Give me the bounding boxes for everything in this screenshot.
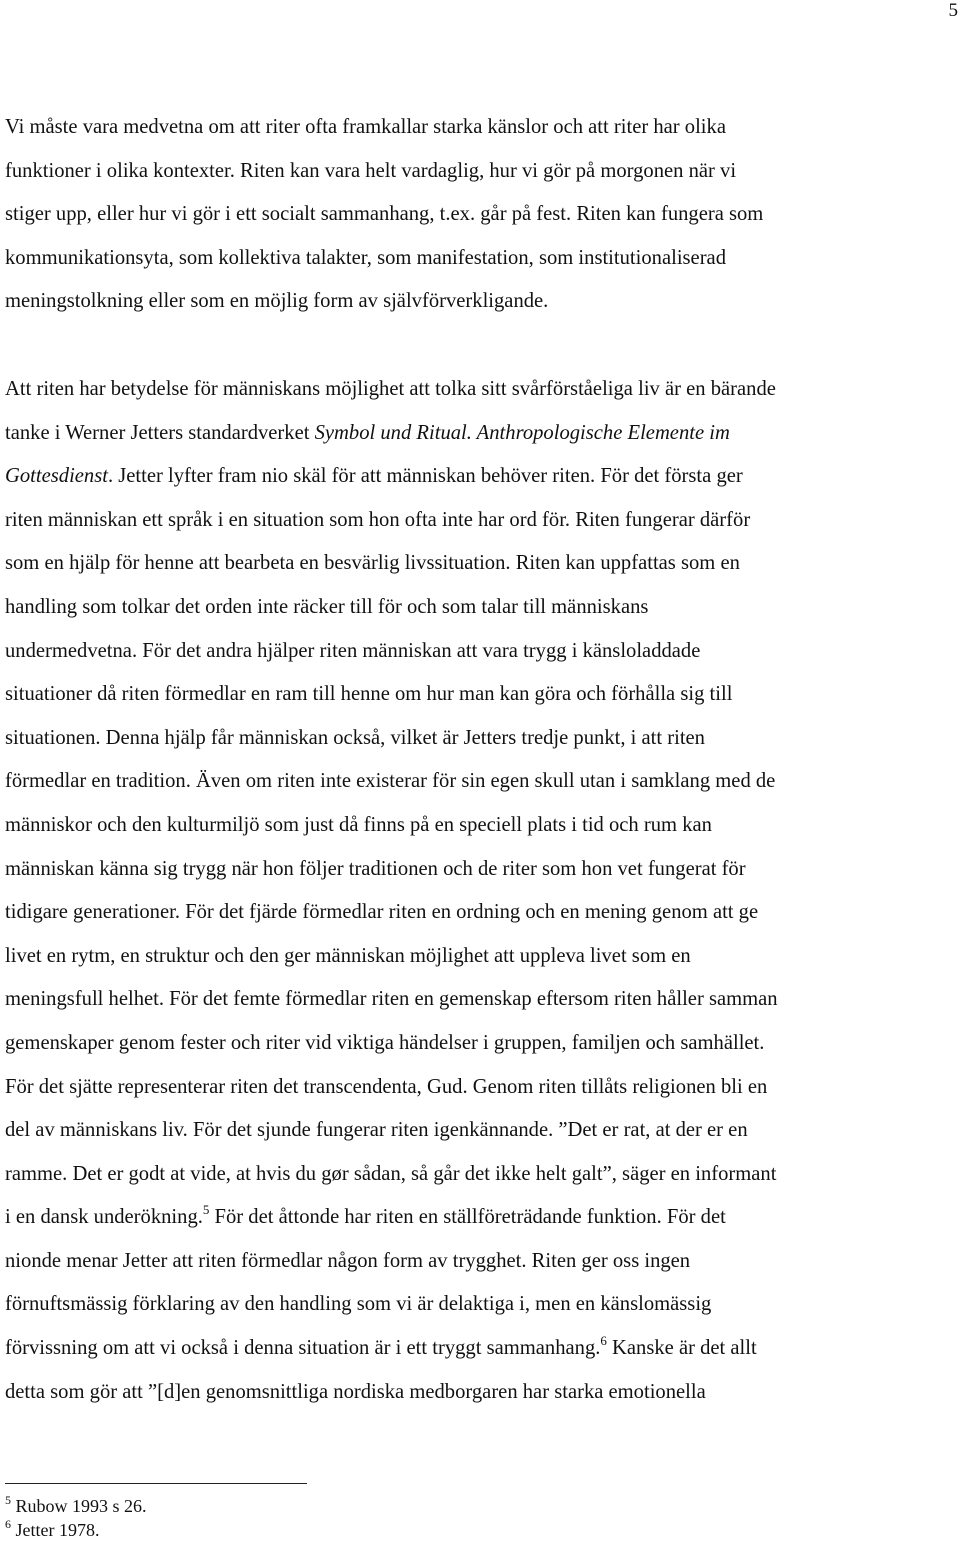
text-line: undermedvetna. För det andra hjälper riten människan att vara trygg i känsloladdade [5,639,701,662]
text-line: kommunikationsyta, som kollektiva talakter, som manifestation, som institutionaliserad [5,246,726,269]
footnote-ref[interactable]: 5 [202,1202,210,1218]
paragraph-1 [5,106,953,324]
text-line: funktioner i olika kontexter. Riten kan vara helt vardaglig, hur vi gör på morgonen när vi [5,159,737,182]
text-line: förnuftsmässig förklaring av den handling som vi är delaktiga i, men en känslomässig [5,1293,712,1316]
text-line: stiger upp, eller hur vi gör i ett socialt sammanhang, t.ex. går på fest. Riten kan fungera som [5,203,764,226]
text-line: situationen. Denna hjälp får människan också, vilket är Jetters tredje punkt, i att riten [5,726,705,749]
footnote-6 [5,1518,147,1542]
text-line: nionde menar Jetter att riten förmedlar någon form av trygghet. Riten ger oss ingen [5,1249,691,1272]
footnotes [5,1494,147,1542]
text-line: som en hjälp för henne att bearbeta en besvärlig livssituation. Riten kan uppfattas som en [5,552,740,575]
text-line [5,1327,953,1371]
text-line: förmedlar en tradition. Även om riten inte existerar för sin egen skull utan i samklang med de [5,770,776,793]
text-line [5,412,953,456]
text-run: förvissning om att vi också i denna situation är i ett tryggt sammanhang. [5,1337,601,1360]
text-line: För det sjätte representerar riten det transcendenta, Gud. Genom riten tillåts religionen bli en [5,1075,768,1098]
text-line: livet en rytm, en struktur och den ger människan möjlighet att uppleva livet som en [5,944,691,967]
text-line: Att riten har betydelse för människans möjlighet att tolka sitt svårförståeliga liv är en bärande [5,378,776,400]
book-title: Gottesdienst [5,465,108,488]
text-run: . Jetter lyfter fram nio skäl för att människan behöver riten. För det första ger [107,465,743,488]
text-line: meningstolkning eller som en möjlig form av självförverkligande. [5,290,549,313]
text-line [5,1196,953,1240]
text-line: människan känna sig trygg när hon följer traditionen och de riter som hon vet fungerat för [5,857,746,880]
text-line: gemenskaper genom fester och riter vid viktiga händelser i gruppen, familjen och samhället. [5,1031,765,1054]
footnote-text: Jetter 1978. [11,1520,100,1540]
page-number: 5 [948,0,958,21]
text-line: tidigare generationer. För det fjärde förmedlar riten en ordning och en mening genom att ge [5,901,759,924]
text-line: meningsfull helhet. För det femte förmedlar riten en gemenskap eftersom riten håller samman [5,988,778,1011]
text-line: handling som tolkar det orden inte räcker till för och som talar till människans [5,595,649,618]
footnote-5 [5,1494,147,1518]
text-line: del av människans liv. För det sjunde fungerar riten igenkännande. ”Det er rat, at der er en [5,1119,748,1142]
footnote-text: Rubow 1993 s 26. [11,1496,147,1516]
text-line: detta som gör att ”[d]en genomsnittliga nordiska medborgaren har starka emotionella [5,1380,706,1403]
book-title: Symbol und Ritual. Anthropologische Elemente im [314,421,730,444]
text-run: För det åttonde har riten en ställföreträdande funktion. För det [209,1206,726,1229]
text-line: människor och den kulturmiljö som just då finns på en speciell plats i tid och rum kan [5,813,712,836]
paragraph-2 [5,368,953,1414]
text-line: Vi måste vara medvetna om att riter ofta framkallar starka känslor och att riter har olika [5,116,726,138]
text-line: ramme. Det er godt at vide, at hvis du gør sådan, så går det ikke helt galt”, säger en informant [5,1162,777,1185]
footnote-number: 5 [5,1493,11,1507]
text-line [5,455,953,499]
text-run: Kanske är det allt [606,1337,757,1360]
text-line: riten människan ett språk i en situation som hon ofta inte har ord för. Riten fungerar därför [5,508,751,531]
footnote-ref[interactable]: 6 [600,1333,607,1349]
footnote-separator [5,1483,307,1484]
text-run: i en dansk underökning. [5,1206,203,1229]
footnote-number: 6 [5,1517,11,1531]
text-run: tanke i Werner Jetters standardverket [5,421,315,444]
text-line: situationer då riten förmedlar en ram till henne om hur man kan göra och förhålla sig till [5,683,733,706]
